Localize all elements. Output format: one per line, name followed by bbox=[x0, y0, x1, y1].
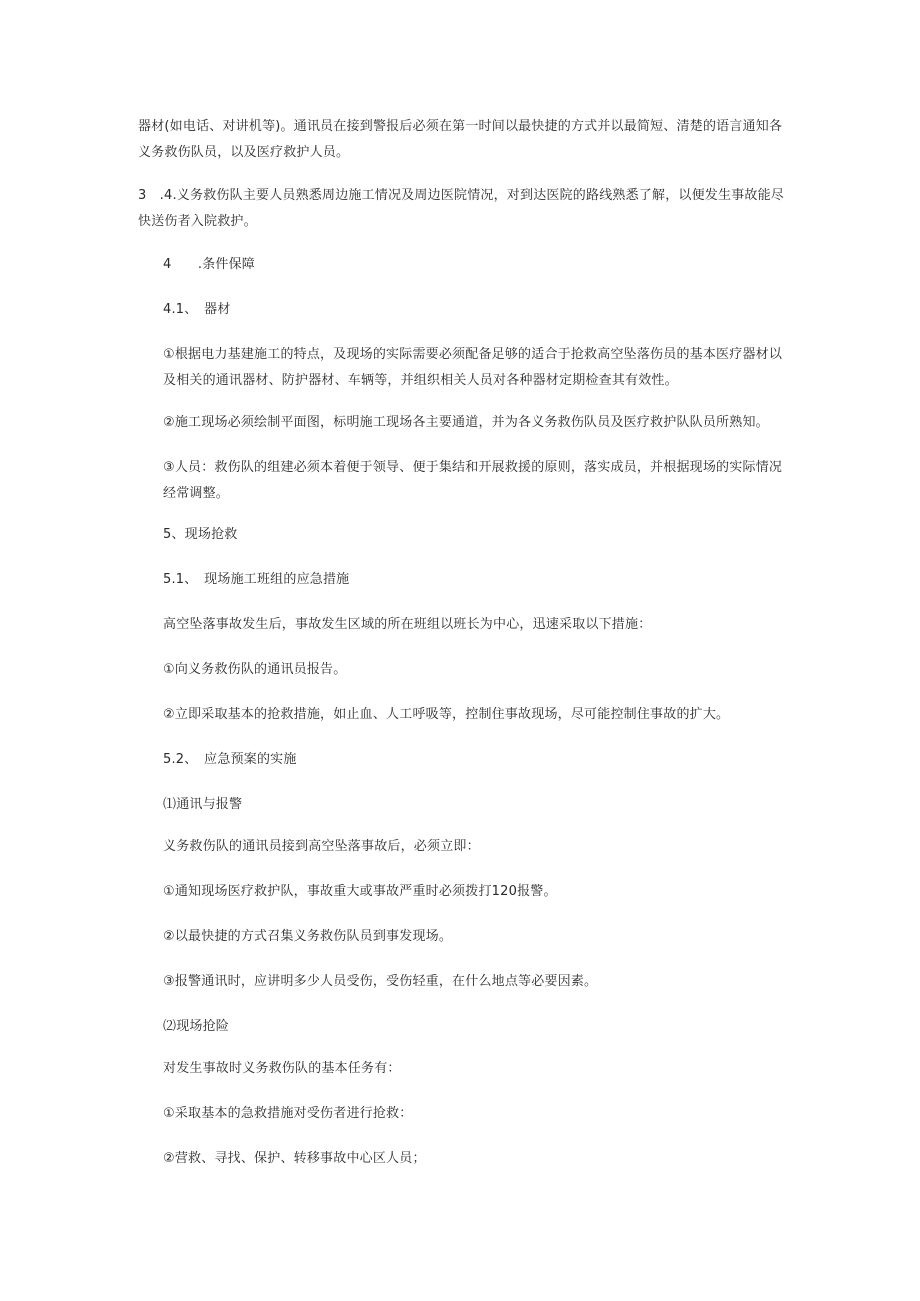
paragraph-equipment-3: ③人员：救伤队的组建必须本着便于领导、便于集结和开展救援的原则，落实成员，并根据现场的实际情况经常调整。 bbox=[163, 460, 783, 501]
paragraph-communication-2: ②以最快捷的方式召集义务救伤队员到事发现场。 bbox=[163, 929, 453, 944]
paragraph-communication-1: ①通知现场医疗救护队，事故重大或事故严重时必须拨打120报警。 bbox=[163, 884, 557, 899]
heading-4-conditions: 4 .条件保障 bbox=[163, 257, 256, 272]
paragraph-communication-intro: 义务救伤队的通讯员接到高空坠落事故后，必须立即： bbox=[163, 839, 480, 854]
paragraph-3-4: 3 .4.义务救伤队主要人员熟悉周边施工情况及周边医院情况，对到达医院的路线熟悉了解，以便发生事故能尽快送伤者入院救护。 bbox=[138, 188, 785, 229]
paragraph-rescue-intro: 对发生事故时义务救伤队的基本任务有： bbox=[163, 1061, 401, 1076]
paragraph-measure-1: ①向义务救伤队的通讯员报告。 bbox=[163, 662, 347, 677]
paragraph-equipment-2: ②施工现场必须绘制平面图，标明施工现场各主要通道，并为各义务救伤队员及医疗救护队队员所熟知。 bbox=[163, 415, 769, 430]
heading-5-2: 5.2、 应急预案的实施 bbox=[163, 752, 297, 767]
paragraph-measure-2: ②立即采取基本的抢救措施，如止血、人工呼吸等，控制住事故现场，尽可能控制住事故的扩大。 bbox=[163, 707, 730, 722]
heading-5-rescue: 5、现场抢救 bbox=[163, 527, 238, 542]
heading-communication: ⑴通讯与报警 bbox=[163, 797, 243, 812]
paragraph-measures-intro: 高空坠落事故发生后，事故发生区域的所在班组以班长为中心，迅速采取以下措施： bbox=[163, 617, 652, 632]
paragraph-equipment-notice: 器材(如电话、对讲机等)。通讯员在接到警报后必须在第一时间以最快捷的方式并以最简短、清楚的语言通知各义务救伤队员，以及医疗救护人员。 bbox=[138, 119, 783, 160]
heading-4-1-equipment: 4.1、 器材 bbox=[163, 302, 231, 317]
heading-rescue: ⑵现场抢险 bbox=[163, 1019, 230, 1034]
paragraph-communication-3: ③报警通讯时，应讲明多少人员受伤，受伤轻重，在什么地点等必要因素。 bbox=[163, 974, 598, 989]
paragraph-equipment-1 bbox=[163, 342, 788, 394]
paragraph-rescue-2: ②营救、寻找、保护、转移事故中心区人员； bbox=[163, 1151, 426, 1166]
paragraph-rescue-1: ①采取基本的急救措施对受伤者进行抢救： bbox=[163, 1106, 413, 1121]
heading-5-1: 5.1、 现场施工班组的应急措施 bbox=[163, 572, 350, 587]
paragraph-equipment-1-text: ①根据电力基建施工的特点，及现场的实际需要必须配备足够的适合于抢救高空坠落伤员的基本医疗器材以及相关的通讯器材、防护器材、车辆等，并组织相关人员对各种器材定期检查其有效性。 bbox=[163, 347, 783, 388]
